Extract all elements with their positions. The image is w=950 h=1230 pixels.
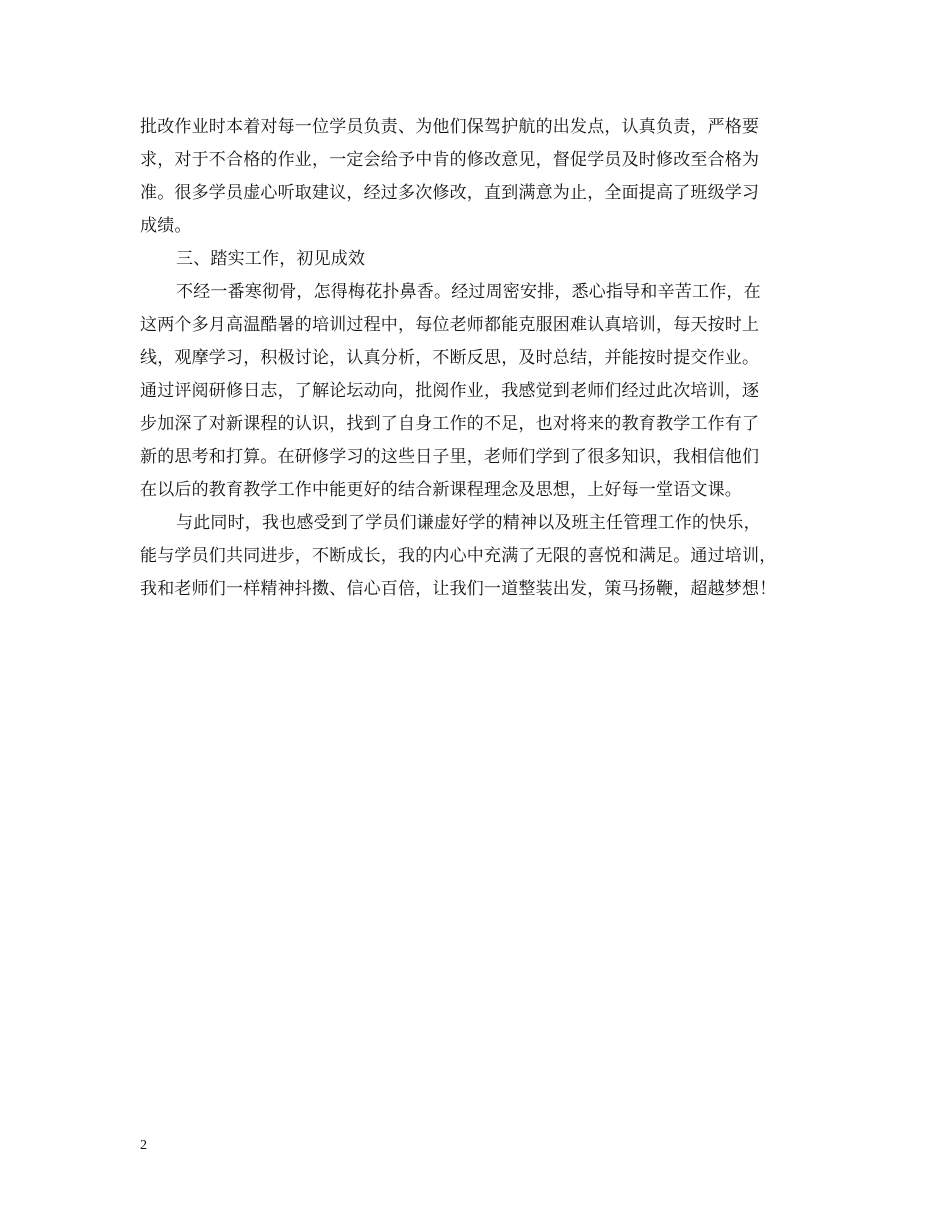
text-line: 步加深了对新课程的认识，找到了自身工作的不足，也对将来的教育教学工作有了 (140, 414, 760, 434)
text-line: 成绩。 (140, 216, 192, 236)
text-line: 我和老师们一样精神抖擞、信心百倍，让我们一道整装出发，策马扬鞭，超越梦想！ (140, 579, 777, 599)
text-line: 批改作业时本着对每一位学员负责、为他们保驾护航的出发点，认真负责，严格要 (140, 117, 760, 137)
document-body (140, 111, 810, 606)
text-line: 这两个多月高温酷暑的培训过程中，每位老师都能克服困难认真培训，每天按时上 (140, 315, 760, 335)
text-line: 与此同时，我也感受到了学员们谦虚好学的精神以及班主任管理工作的快乐， (176, 513, 761, 533)
text-line: 准。很多学员虚心听取建议，经过多次修改，直到满意为止，全面提高了班级学习 (140, 183, 760, 203)
text-line: 求，对于不合格的作业，一定会给予中肯的修改意见，督促学员及时修改至合格为 (140, 150, 760, 170)
text-line: 不经一番寒彻骨，怎得梅花扑鼻香。经过周密安排，悉心指导和辛苦工作，在 (176, 282, 761, 302)
paragraph-grading (140, 111, 810, 243)
page-number: 2 (140, 1138, 147, 1153)
section-heading (140, 243, 810, 276)
text-line: 通过评阅研修日志，了解论坛动向，批阅作业，我感觉到老师们经过此次培训，逐 (140, 381, 760, 401)
text-line: 能与学员们共同进步，不断成长，我的内心中充满了无限的喜悦和满足。通过培训， (140, 546, 777, 566)
text-line: 新的思考和打算。在研修学习的这些日子里，老师们学到了很多知识，我相信他们 (140, 447, 760, 467)
paragraph-results (140, 276, 810, 507)
heading-line: 三、踏实工作，初见成效 (176, 249, 366, 269)
paragraph-closing (140, 507, 810, 606)
text-line: 在以后的教育教学工作中能更好的结合新课程理念及思想，上好每一堂语文课。 (140, 480, 742, 500)
text-line: 线，观摩学习，积极讨论，认真分析，不断反思，及时总结，并能按时提交作业。 (140, 348, 760, 368)
